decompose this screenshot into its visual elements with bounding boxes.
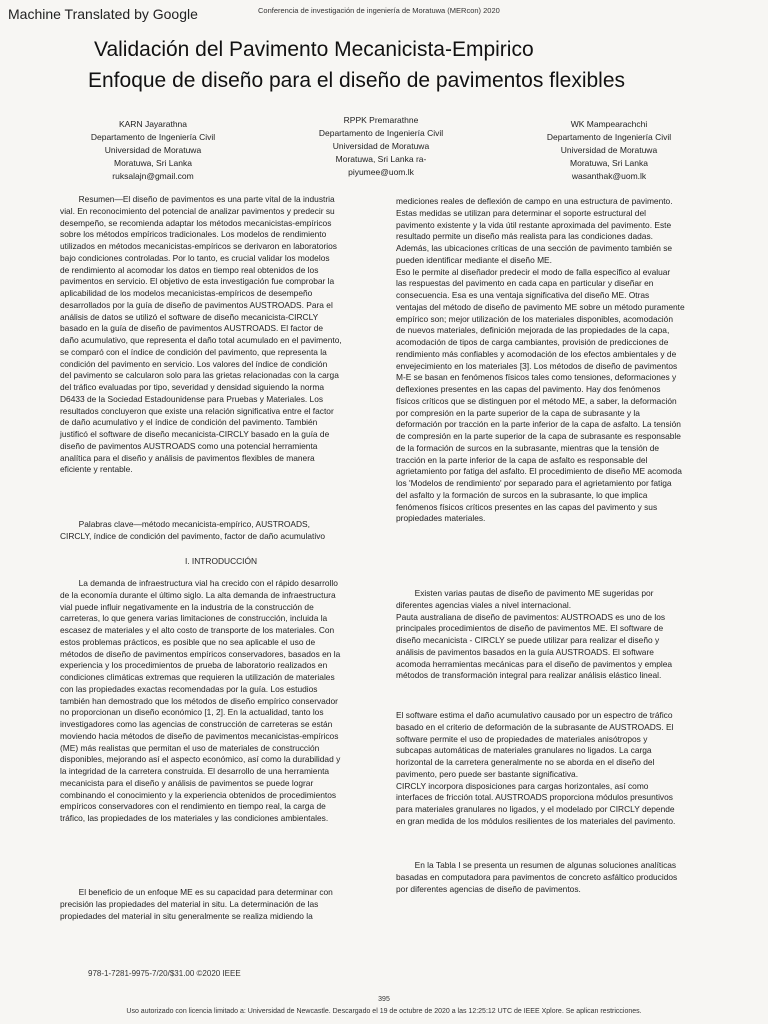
text-line: combinando el conocimiento y la experiencia obtenidos de procedimientos — [60, 789, 337, 800]
text-line: por compresión en la parte superior de la capa de subrasante y la — [396, 407, 640, 418]
text-line: D6433 de la Sociedad Estadounidense para Pruebas y Materiales. Los — [60, 393, 324, 404]
text-line: envejecimiento en los materiales [3]. Los métodos de diseño de pavimentos — [396, 360, 678, 371]
text-line: de compresión en la parte superior de la capa de subrasante es responsable — [396, 431, 681, 441]
author-department: Departamento de Ingeniería Civil — [90, 132, 216, 142]
text-line: condiciones climáticas extremas que requieren la utilización de materiales — [60, 672, 335, 682]
text-line: deflexiones presentes en las capas del pavimento. Hay dos fenómenos — [396, 384, 661, 394]
text-line: la integridad de la carretera construida. El desarrollo de una herramienta — [60, 766, 330, 776]
text-line: de daño acumulativo y el índice de condición del pavimento. También — [60, 417, 318, 428]
conference-header: Conferencia de investigación de ingeniería de Moratuwa (MERcon) 2020 — [258, 6, 500, 15]
translation-watermark: Machine Translated by Google — [8, 6, 198, 22]
text-line: tracción en la parte inferior de la capa de asfalto es responsable del — [396, 454, 648, 465]
author-email: ruksalajn@gmail.com — [112, 171, 194, 181]
text-line: en gran medida de los módulos resilientes de los materiales del pavimento. — [396, 815, 676, 826]
text-line: los 'Modelos de rendimiento' por separado para el agrietamiento por fatiga — [396, 478, 672, 488]
text-line: desempeño, se recomienda adaptar los métodos mecanicistas-empíricos — [60, 217, 332, 228]
text-line: métodos de diseño de pavimentos empíricos conservadores, basados en la — [60, 648, 341, 659]
text-line: interfaces de fricción total. AUSTROADS proporciona módulos presuntivos — [396, 792, 673, 803]
text-line: software permite el uso de propiedades de materiales anisótropos y — [396, 733, 648, 744]
text-line: del tráfico evaluadas por tipo, severidad y densidad siguiendo la norma — [60, 382, 324, 392]
text-line: acomodación de tipos de carga cambiantes, provisión de predicciones de — [396, 337, 669, 347]
author-name: KARN Jayarathna — [118, 119, 188, 129]
text-line: empírico son; mejor utilización de los materiales disponibles, acomodación — [396, 313, 673, 324]
text-line: resultado permite un diseño más realista para las condiciones dadas. — [396, 231, 653, 242]
text-line: también han demostrado que los métodos de diseño empírico conservador — [60, 695, 338, 706]
text-line: Además, las ubicaciones críticas de una sección de pavimento también se — [396, 243, 673, 253]
text-line: Eso le permite al diseñador predecir el modo de falla específico al evaluar — [396, 266, 671, 277]
author-university: Universidad de Moratuwa — [332, 141, 430, 151]
license-notice: Uso autorizado con licencia limitado a: Universidad de Newcastle. Descargado el 19 de octubre de 2020 a las 12:25:12 UTC de IEEE Xplore. Se aplican restricciones. — [126, 1008, 642, 1015]
text-line: del asfalto y la formación de surcos en la subrasante, lo que implica — [396, 489, 648, 500]
author-department: Departamento de Ingeniería Civil — [546, 132, 672, 142]
right-paragraph-3 — [396, 710, 718, 828]
text-line: condición del pavimento en servicio. Los valores del índice de condición — [60, 358, 328, 369]
text-line: métodos de transformación integral para realizar análisis elástico lineal. — [396, 670, 662, 681]
text-line: Pauta australiana de diseño de pavimentos: AUSTROADS es uno de los — [396, 611, 666, 622]
text-line: tráfico, las propiedades de los materiales y las condiciones ambientales. — [60, 813, 329, 823]
author-university: Universidad de Moratuwa — [104, 145, 202, 155]
text-line: diferentes agencias viales a nivel internacional. — [396, 599, 572, 610]
text-line: por diferentes agencias de diseño de pavimentos. — [396, 883, 581, 894]
text-line: acomoda herramientas mecánicas para el diseño de pavimentos y emplea — [396, 658, 673, 669]
text-line: fenómenos físicos críticos presentes en las capas del pavimento y sus — [396, 501, 658, 512]
text-line: CIRCLY, índice de condición del pavimento, factor de daño acumulativo — [60, 530, 326, 541]
text-line: de la formación de surcos en la subrasante, mientras que la tensión de — [396, 442, 660, 453]
text-line: vial puede influir negativamente en la industria de la construcción de — [60, 601, 314, 612]
text-line: basado en el criterio de deformación de la subrasante de AUSTROADS. El — [396, 721, 674, 732]
text-line: pueden identificar mediante el diseño ME. — [396, 254, 552, 265]
text-line: desarrollados por la guía de diseño de pavimentos AUSTROADS. Para el — [60, 299, 333, 310]
text-line: Estas medidas se utilizan para determinar el soporte estructural del — [396, 207, 646, 218]
author-name: WK Mampearachchi — [570, 119, 648, 129]
paper-title-line-1: Validación del Pavimento Mecanicista-Empirico — [94, 38, 534, 61]
text-line: deformación por tracción en la parte inferior de la capa de asfalto. La tensión — [396, 419, 681, 430]
section-heading-introduction: I. INTRODUCCIÓN — [184, 556, 258, 566]
text-line: El beneficio de un enfoque ME es su capacidad para determinar con — [60, 887, 333, 897]
author-university: Universidad de Moratuwa — [560, 145, 658, 155]
text-line: se comparó con el índice de condición del pavimento, que representa la — [60, 346, 327, 357]
text-line: de la economía durante el último siglo. La alta demanda de infraestructura — [60, 589, 336, 600]
author-city: Moratuwa, Sri Lanka — [570, 158, 648, 168]
text-line: consecuencia. Esa es una ventaja significativa del diseño ME. Otras — [396, 290, 650, 300]
text-line: rendimiento más confiables y acomodación de los efectos ambientales y de — [396, 348, 677, 359]
text-line: propiedades del material in situ generalmente se realiza midiendo la — [60, 910, 313, 921]
text-line: sobre los métodos empíricos tradicionales. Los modelos de rendimiento — [60, 229, 327, 240]
text-line: subcapas automáticas de materiales granulares no ligados. La carga — [396, 745, 652, 756]
text-line: aplicabilidad de los modelos mecanicistas-empíricos de desempeño — [60, 288, 313, 298]
text-line: mediciones reales de deflexión de campo en una estructura de pavimento. — [396, 196, 673, 206]
text-line: no proporcionan un diseño económico [1, 2]. En la actualidad, tanto los — [60, 707, 324, 718]
text-line: para materiales granulares no ligados, y el modelado por CIRCLY depende — [396, 804, 675, 814]
right-paragraph-4 — [396, 860, 718, 895]
text-line: CIRCLY incorpora disposiciones para cargas horizontales, así como — [396, 780, 649, 791]
text-line: moviendo hacia métodos de diseño de pavimentos mecanicistas-empíricos — [60, 730, 339, 741]
text-line: Palabras clave—método mecanicista-empírico, AUSTROADS, — [60, 519, 310, 529]
introduction-paragraph — [60, 578, 382, 825]
text-line: físicos críticos que se distinguen por el método ME, a saber, la deformación — [396, 395, 677, 406]
text-line: mecanicista para el diseño y análisis de pavimentos se puede lograr — [60, 777, 314, 788]
author-email: piyumee@uom.lk — [348, 167, 414, 177]
text-line: ventajas del método de diseño de pavimento ME sobre un método puramente — [396, 301, 685, 312]
author-city: Moratuwa, Sri Lanka — [114, 158, 192, 168]
text-line: resultados concluyeron que existe una relación significativa entre el factor — [60, 405, 334, 416]
text-line: vial. En reconocimiento del potencial de analizar pavimentos y predecir su — [60, 205, 335, 216]
text-line: daño acumulativo, que representa el daño total acumulado en el pavimento, — [60, 335, 342, 345]
page-number: 395 — [378, 996, 390, 1003]
text-line: análisis de datos se utilizó el software de diseño mecanicista-CIRCLY — [60, 311, 319, 322]
text-line: las respuestas del pavimento en cada capa en particular y diseñar en — [396, 278, 654, 289]
text-line: pavimentos en servicio. El objetivo de esta investigación fue comprobar la — [60, 276, 335, 287]
text-line: En la Tabla I se presenta un resumen de algunas soluciones analíticas — [396, 860, 677, 870]
text-line: experiencia y los procedimientos de prueba de laboratorio realizados en — [60, 660, 328, 671]
author-block-3 — [514, 118, 704, 183]
text-line: de rendimiento al acomodar los datos en tiempo real obtenidos de los — [60, 264, 319, 275]
text-line: propiedades materiales. — [396, 513, 486, 524]
text-line: carreteras, lo que genera varias limitaciones de construcción, incluida la — [60, 613, 328, 624]
text-line: bajo condiciones controladas. Por lo tanto, es crucial validar los modelos — [60, 252, 330, 263]
right-paragraph-2 — [396, 588, 718, 682]
author-department: Departamento de Ingeniería Civil — [318, 128, 444, 138]
text-line: (ME) más realistas que permitan el uso de materiales de construcción — [60, 742, 320, 753]
text-line: disponibles, mejorando así el aspecto económico, así como la durabilidad y — [60, 754, 341, 765]
text-line: analítica para el diseño y análisis de pavimentos flexibles de manera — [60, 452, 315, 463]
text-line: La demanda de infraestructura vial ha crecido con el rápido desarrollo — [60, 578, 338, 588]
text-line: análisis de pavimentos basados en la guía AUSTROADS. El software — [396, 646, 654, 657]
author-block-1 — [58, 118, 248, 183]
right-paragraph-1 — [396, 196, 718, 525]
text-line: del pavimento se calcularon solo para las grietas relacionadas con la carga — [60, 370, 339, 381]
text-line: basado en la guía de diseño de pavimentos AUSTROADS. El factor de — [60, 323, 324, 334]
text-line: estos problemas prácticos, es posible que no sea aplicable el uso de — [60, 636, 316, 647]
text-line: pavimento, pero puede ser bastante significativa. — [396, 768, 579, 779]
text-line: investigadores como las agencias de construcción de carreteras se están — [60, 719, 333, 729]
text-line: utilizados en métodos mecanicistas-empíricos se derivaron en laboratorios — [60, 241, 337, 251]
text-line: horizontal de la carretera generalmente no se aborda en el diseño del — [396, 757, 655, 767]
text-line: Resumen—El diseño de pavimentos es una parte vital de la industria — [60, 194, 335, 204]
paper-title-line-2: Enfoque de diseño para el diseño de pavimentos flexibles — [88, 69, 626, 92]
text-line: escasez de materiales y el alto costo de transporte de los materiales. Con — [60, 625, 335, 635]
text-line: agrietamiento por fatiga del asfalto. El procedimiento de diseño ME acomoda — [396, 466, 682, 477]
text-line: con las propiedades exactas recomendadas por la guía. Los estudios — [60, 683, 318, 694]
text-line: Existen varias pautas de diseño de pavimento ME sugeridas por — [396, 588, 654, 598]
text-line: empíricos conservadores con el rendimiento en tiempo real, la carga de — [60, 801, 326, 812]
abstract — [60, 194, 382, 476]
text-line: precisión las propiedades del material in situ. La determinación de las — [60, 898, 319, 909]
author-city: Moratuwa, Sri Lanka ra- — [335, 154, 427, 164]
text-line: diseño de pavimentos AUSTROADS como una potencial herramienta — [60, 440, 318, 451]
text-line: pavimento existente y la vida útil restante aproximada del pavimento. Este — [396, 219, 672, 230]
keywords — [60, 519, 382, 543]
text-line: diseño mecanicista - CIRCLY se puede utilizar para realizar el diseño y — [396, 635, 660, 645]
text-line: basadas en computadora para pavimentos de concreto asfáltico producidos — [396, 871, 678, 882]
text-line: eficiente y rentable. — [60, 464, 133, 475]
text-line: El software estima el daño acumulativo causado por un espectro de tráfico — [396, 710, 673, 720]
text-line: justificó el software de diseño mecanicista-CIRCLY basado en la guía de — [60, 429, 330, 439]
text-line: M-E se basan en fenómenos físicos tales como tensiones, deformaciones y — [396, 372, 677, 383]
author-email: wasanthak@uom.lk — [571, 171, 647, 181]
text-line: de nuevos materiales, definición mejorada de las propiedades de la capa, — [396, 325, 670, 336]
benefit-paragraph — [60, 887, 382, 922]
author-name: RPPK Premarathne — [343, 115, 419, 125]
author-block-2 — [286, 114, 476, 179]
text-line: principales procedimientos de diseño de pavimentos ME. El software de — [396, 623, 664, 634]
isbn-copyright: 978-1-7281-9975-7/20/$31.00 ©2020 IEEE — [88, 969, 241, 978]
